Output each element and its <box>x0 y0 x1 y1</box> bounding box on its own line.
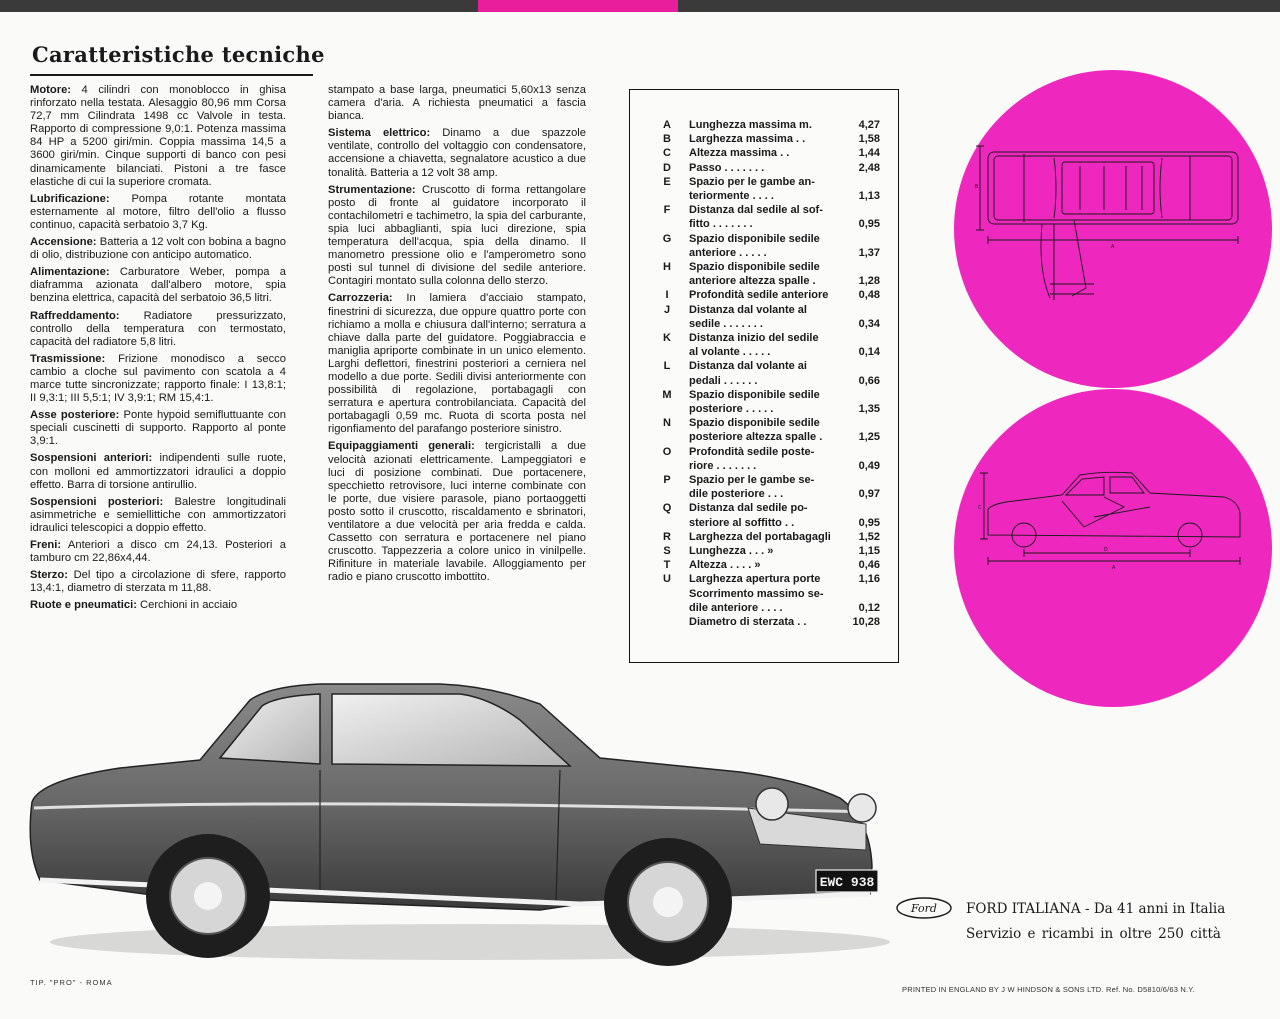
spec-paragraph <box>30 409 286 448</box>
dimension-label-line: riore . . . . . . . <box>689 459 757 472</box>
dimension-letter: C <box>663 147 671 160</box>
spec-text: stampato a base larga, pneumatici 5,60x13 senza camera d'aria. A richiesta pneumatici a fascia bianca. <box>328 84 586 123</box>
dimension-label-line: Larghezza del portabagagli <box>689 530 831 543</box>
dimension-label <box>689 501 869 529</box>
spec-label: Asse posteriore: <box>30 409 120 422</box>
dimension-label-line: anteriore . . . . . <box>689 246 767 259</box>
spec-label: Trasmissione: <box>30 352 106 365</box>
dimension-label-line: dile anteriore . . . . <box>689 601 783 614</box>
dimension-row <box>630 587 898 615</box>
spec-label: Freni: <box>30 539 62 551</box>
spec-text: Balestre longitudinali asimmetriche e semiellittiche con ammortizzatori idraulici telescopici a doppio effetto. <box>30 495 286 534</box>
svg-text:D: D <box>1104 547 1108 553</box>
dimension-value: 0,66 <box>858 374 880 387</box>
dimension-value: 1,15 <box>858 545 880 557</box>
spec-paragraph <box>30 266 286 305</box>
dimension-row <box>630 146 898 160</box>
dimensions-table <box>629 89 899 663</box>
license-plate <box>816 870 878 892</box>
dimension-label-line: Distanza dal volante ai <box>689 360 807 373</box>
dimension-label <box>689 615 869 629</box>
dimension-value: 1,28 <box>858 275 880 288</box>
spec-label: Strumentazione: <box>328 183 416 196</box>
spec-label: Accensione: <box>30 236 97 249</box>
dimension-label <box>689 203 869 231</box>
plan-view-diagram <box>954 70 1272 388</box>
dimension-label-line: Spazio per le gambe an- <box>689 175 815 188</box>
dimension-label-line: Spazio disponibile sedile <box>689 232 820 245</box>
dimension-label <box>689 587 869 615</box>
spec-paragraph <box>30 310 286 349</box>
dimension-label <box>689 303 869 331</box>
dimension-label-line: steriore al soffitto . . <box>689 516 795 529</box>
printed-note: PRINTED IN ENGLAND BY J W HINDSON & SONS LTD. Ref. No. D5810/6/63 N.Y. <box>902 985 1195 994</box>
spec-text: Dinamo a due spazzole ventilate, controllo del voltaggio con condensatore, accensione a chiavetta, segnalatore acustico a due tonalità. Batteria a 12 volt 38 amp. <box>328 127 587 179</box>
dimension-value: 0,12 <box>858 601 880 614</box>
dimension-letter: J <box>663 303 671 316</box>
spec-label: Sospensioni posteriori: <box>30 495 164 508</box>
spec-text: Carburatore Weber, pompa a diaframma azionata dall'albero motore, spia benzina elettrica, capacità del serbatoio 36,5 litri. <box>30 266 286 305</box>
spec-label: Ruote e pneumatici: <box>30 599 137 612</box>
top-band <box>0 0 1280 12</box>
spec-label: Sistema elettrico: <box>328 127 431 140</box>
spec-column-1 <box>30 84 286 616</box>
spec-label: Carrozzeria: <box>328 292 393 305</box>
dimension-row <box>630 303 898 331</box>
spec-paragraph <box>328 440 586 584</box>
dimension-label-line: Larghezza massima . . <box>689 133 806 146</box>
dimension-label-line: pedali . . . . . . <box>689 374 758 387</box>
dimension-row <box>630 544 898 558</box>
dimension-value: 1,13 <box>858 189 880 202</box>
ford-logo-text: Ford <box>911 902 937 915</box>
car-photo <box>20 680 900 970</box>
dimension-label-line: anteriore altezza spalle . <box>689 275 816 288</box>
dimension-label <box>689 572 869 586</box>
dimension-row <box>630 118 898 132</box>
spec-paragraph <box>30 496 286 535</box>
spec-text: Cerchioni in acciaio <box>136 599 238 612</box>
dimension-row <box>630 331 898 359</box>
dimension-label <box>689 331 869 359</box>
dimension-label-line: Distanza dal sedile al sof- <box>689 204 823 217</box>
dimension-letter: B <box>663 133 671 146</box>
dimension-value: 0,49 <box>858 459 880 472</box>
dimension-letter: S <box>663 545 671 557</box>
dimension-label-line: Spazio per le gambe se- <box>689 474 815 486</box>
dimension-row <box>630 132 898 146</box>
dimension-letter: A <box>663 119 671 131</box>
dimension-value: 1,25 <box>858 431 880 444</box>
dimension-row <box>630 445 898 473</box>
dimension-label-line: posteriore altezza spalle . <box>689 431 823 444</box>
car-plan-view-drawing <box>954 70 1272 388</box>
dimension-label <box>689 260 869 288</box>
spec-text: Cruscotto di forma rettangolare posto di fronte al guidatore incorporato il contachilometri e tachimetro, la spia del carburante, spia luci abbaglianti, spia luci direzione, spia temperatura dell'acqua, spia della dinamo. Il manometro pressione olio e l'amperometro sono posti sul tunnel di divisione del sedile anteriore. Contagiri montato sulla colonna dello sterzo. <box>328 183 586 288</box>
dimension-letter: R <box>663 530 671 543</box>
spec-text: 4 cilindri con monoblocco in ghisa rinforzato nella testata. Alesaggio 80,96 mm Corsa 72,7 mm Cilindrata 1498 cc Valvole in testa. Rapporto di compressione 9,0:1. Potenza massima 84 HP a 5200 giri/min. Coppia massima 14,5 a 3600 giri/min. Cinque supporti di banco con pesi dinamicamente bilanciati. Pistoni a tre fasce elastiche di cui la superiore cromata. <box>30 84 286 188</box>
dimension-letter: H <box>663 261 671 273</box>
dimension-letter: O <box>662 445 672 458</box>
dimension-letter: U <box>663 573 671 586</box>
spec-label: Alimentazione: <box>30 266 110 279</box>
spec-column-2 <box>328 84 586 588</box>
dimension-label <box>689 288 869 302</box>
spec-text: Radiatore pressurizzato, controllo della temperatura con termostato, capacità del radiatore 5,8 litri. <box>30 309 286 348</box>
ford-italiana-line: FORD ITALIANA - Da 41 anni in Italia <box>966 901 1226 917</box>
dimension-letter: L <box>663 360 671 373</box>
dimension-label-line: sedile . . . . . . . <box>689 317 763 330</box>
svg-text:A: A <box>1111 244 1115 250</box>
dimension-label <box>689 416 869 444</box>
dimension-label-line: Spazio disponibile sedile <box>689 388 820 401</box>
dimension-row <box>630 232 898 260</box>
dimension-label-line: Distanza inizio del sedile <box>689 332 819 344</box>
dimension-label-line: posteriore . . . . . <box>689 403 774 415</box>
spec-label: Raffreddamento: <box>30 309 120 322</box>
dimension-letter: P <box>663 474 671 486</box>
dimension-letter: E <box>663 175 671 188</box>
spec-text: Ponte hypoid semifluttuante con speciali cuscinetti di supporto. Rapporto al ponte 3,9:1. <box>30 409 286 448</box>
spec-text: Anteriori a disco cm 24,13. Posteriori a tamburo cm 22,86x4,44. <box>30 539 286 565</box>
dimension-label-line: fitto . . . . . . . <box>689 218 753 231</box>
spec-text: Batteria a 12 volt con bobina a bagno di olio, distribuzione con anticipo automatico. <box>30 236 286 262</box>
printer-credit: TIP. "PRO" - ROMA <box>30 978 113 987</box>
spec-paragraph <box>30 539 286 565</box>
spec-paragraph <box>328 84 586 123</box>
dimension-label-line: Profondità sedile anteriore <box>689 289 829 302</box>
dimension-label <box>689 232 869 260</box>
dimension-label-line: Diametro di sterzata . . <box>689 616 807 628</box>
spec-label: Motore: <box>30 84 72 96</box>
spec-paragraph <box>30 569 286 595</box>
dimension-value: 0,48 <box>858 289 880 302</box>
dimension-value: 1,37 <box>858 246 880 259</box>
spec-text: In lamiera d'acciaio stampato, finestrini di sicurezza, due oppure quattro porte con richiamo a molla e chiusura dall'interno; serratura a chiave dalla parte del guidatore. Poggiabraccia e maniglia apriporte combinate in un unico elemento. Larghi deflettori, finestrini posteriori a cerniera nel modello a due porte. Sedili divisi anteriormente con possibilità di regolazione, portabagagli con serratura e apertura controbilanciata. Capacità del portabagagli 0,59 mc. Ruota di scorta posta nel rigonfiamento del parafango posteriore sinistro. <box>328 292 586 436</box>
page-title: Caratteristiche tecniche <box>32 42 325 67</box>
dimension-row <box>630 501 898 529</box>
dimension-row <box>630 416 898 444</box>
dimension-label-line: Larghezza apertura porte <box>689 573 821 586</box>
dimension-value: 10,28 <box>852 616 880 628</box>
spec-paragraph <box>328 127 586 179</box>
dimension-label <box>689 544 869 558</box>
dimension-row <box>630 530 898 544</box>
dimension-label <box>689 445 869 473</box>
svg-text:B: B <box>975 184 979 190</box>
dimension-label <box>689 530 869 544</box>
dimension-letter: I <box>665 289 669 302</box>
dimension-label <box>689 558 869 572</box>
dimension-value: 1,52 <box>858 530 880 543</box>
spec-paragraph <box>30 236 286 262</box>
title-underline <box>30 74 313 76</box>
dimension-value: 1,16 <box>858 573 880 586</box>
spec-paragraph <box>30 193 286 232</box>
spec-text: Del tipo a circolazione di sfere, rapporto 13,4:1, diametro di sterzata m 11,88. <box>30 569 286 595</box>
dimension-letter: N <box>663 417 671 430</box>
dimension-label-line: Altezza . . . . » <box>689 559 761 572</box>
spec-text: indipendenti sulle ruote, con molloni ed ammortizzatori idraulici a doppio effetto. Barra di torsione antirullio. <box>30 452 286 491</box>
dimension-label <box>689 473 869 501</box>
dimension-row <box>630 558 898 572</box>
dimension-value: 0,46 <box>858 559 880 572</box>
dimension-value: 4,27 <box>858 119 880 131</box>
dimension-value: 1,44 <box>858 147 880 160</box>
dimension-value: 2,48 <box>858 161 880 174</box>
dimension-value: 0,34 <box>858 317 880 330</box>
license-plate-text: EWC 938 <box>819 875 875 890</box>
dimension-value: 0,95 <box>858 218 880 231</box>
dimension-label-line: Lunghezza . . . » <box>689 545 774 557</box>
spec-label: Sterzo: <box>30 569 68 582</box>
spec-label: Sospensioni anteriori: <box>30 452 153 465</box>
dimension-letter: M <box>662 388 672 401</box>
service-line: Servizio e ricambi in oltre 250 città <box>966 926 1221 942</box>
dimension-label-line: Distanza dal sedile po- <box>689 502 808 515</box>
dimension-value: 0,97 <box>858 488 880 501</box>
dimension-row <box>630 203 898 231</box>
spec-label: Lubrificazione: <box>30 192 110 205</box>
dimension-value: 1,35 <box>858 402 880 415</box>
dimension-row <box>630 175 898 203</box>
dimension-row <box>630 388 898 416</box>
dimension-label-line: dile posteriore . . . <box>689 488 784 501</box>
svg-text:C: C <box>978 505 982 511</box>
spec-text: Frizione monodisco a secco cambio a cloche sul pavimento con scatola a 4 marce tutte sincronizzate; rapporto finale: I 13,8:1; II 9,3:1; III 5,5:1; IV 3,9:1; RM 15,4:1. <box>30 352 286 405</box>
dimension-label <box>689 146 869 160</box>
spec-label: Equipaggiamenti generali: <box>328 440 475 453</box>
dimension-row <box>630 161 898 175</box>
dimension-label <box>689 161 869 175</box>
dimension-letter: Q <box>662 502 672 515</box>
dimension-label-line: teriormente . . . . <box>689 190 774 202</box>
dimension-label-line: Scorrimento massimo se- <box>689 587 824 600</box>
dimension-label-line: Profondità sedile poste- <box>689 445 815 458</box>
dimension-label <box>689 118 869 132</box>
svg-text:A: A <box>1112 565 1116 571</box>
dimension-label-line: al volante . . . . . <box>689 346 771 359</box>
dimension-label-line: Distanza dal volante al <box>689 303 807 316</box>
dimension-row <box>630 359 898 387</box>
spec-paragraph <box>30 599 286 612</box>
dimension-label <box>689 359 869 387</box>
side-view-diagram <box>954 389 1272 707</box>
spec-paragraph <box>328 292 586 436</box>
ford-logo <box>896 897 952 919</box>
dimension-label-line: Spazio disponibile sedile <box>689 417 820 430</box>
dimension-label-line: Altezza massima . . <box>689 147 790 160</box>
dimension-row <box>630 615 898 629</box>
spec-paragraph <box>30 452 286 491</box>
dimension-letter: T <box>663 559 671 572</box>
dimension-value: 0,95 <box>858 516 880 529</box>
dimension-label-line: Passo . . . . . . . <box>689 161 765 174</box>
spec-text: tergicristalli a due velocità azionati elettricamente. Lampeggiatori e luci di posizione combinati. Due portacenere, specchietto retrovisore, luci interne combinate con le porte, due visiere parasole, piano portaoggetti posto sotto il cruscotto, riscaldamento e sbrinatori, ventilatore a due velocità per aria fredda e calda. Cassetto con serratura e portacenere nel piano cruscotto. Tappezzeria a colore unico in vinilpelle. Rifiniture in materiale lavabile. Alloggiamento per radio e piano cruscotto imbottito. <box>328 440 586 584</box>
dimension-value: 0,14 <box>858 346 880 359</box>
dimension-row <box>630 572 898 586</box>
dimension-row <box>630 260 898 288</box>
spec-paragraph <box>30 353 286 405</box>
dimension-row <box>630 288 898 302</box>
spec-paragraph <box>30 84 286 189</box>
dimension-label <box>689 388 869 416</box>
spec-paragraph <box>328 184 586 289</box>
dimension-letter: D <box>663 161 671 174</box>
dimension-label-line: Spazio disponibile sedile <box>689 261 820 273</box>
dimension-label <box>689 175 869 203</box>
dimension-letter: F <box>663 204 671 217</box>
dimension-label-line: Lunghezza massima m. <box>689 119 812 131</box>
dimension-letter: K <box>663 332 671 344</box>
dimension-row <box>630 473 898 501</box>
spec-text: Pompa rotante montata esternamente al motore, filtro dell'olio a flusso continuo, capacità serbatoio 3,7 Kg. <box>30 192 286 231</box>
car-side-view-drawing <box>954 389 1272 707</box>
top-band-accent <box>478 0 678 12</box>
dimension-value: 1,58 <box>858 133 880 146</box>
dimension-label <box>689 132 869 146</box>
dimension-letter: G <box>662 232 672 245</box>
